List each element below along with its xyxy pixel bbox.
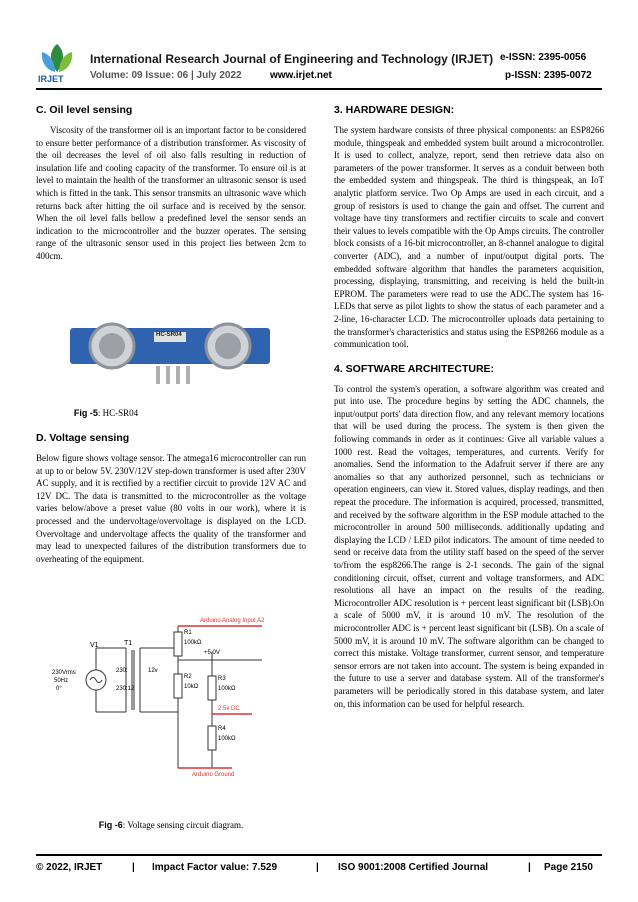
circuit-r3: R3: [218, 676, 226, 682]
volume-issue: Volume: 09 Issue: 06 | July 2022: [90, 70, 242, 81]
circuit-r1: R1: [184, 630, 192, 636]
circuit-t1: T1: [124, 640, 133, 647]
fig5-caption-text: : HC-SR04: [97, 408, 139, 418]
circuit-vcc: +5.0V: [204, 650, 220, 656]
section-heading-oil: C. Oil level sensing: [36, 104, 133, 116]
circuit-dc-label: 2.5v DC: [218, 706, 240, 712]
hc-sr04-image: [70, 318, 270, 386]
circuit-src1: 230Vrms: [52, 670, 76, 676]
footer-divider: [36, 854, 602, 856]
software-paragraph: To control the system's operation, a software algorithm was created and put into use. The procedure begins by setting the ADC channels, the input/output ports' data direction flow, and any relevant memory locations that will be used during the process. The system is then given the following commands in order as it continues: Give all variable values a 1000 rest. Read the voltages, temperatures, and currents. Verify for anomalies. Send the information to the Adafruit server if there are any anomalies so that any authorized personnel, such as technicians or operation engineers, can view it. Stored values, display readings, and then repeat the procedure. The information is acquired, processed, transmitted, and received by the software algorithm in the ESP module attached to the microcontroller in around 500 milliseconds. additionally updating and displaying the LCD / LED pilot indicators. The amount of time needed to send or receive data from the utility staff based on the speed of the server to/from the esp8266.The range is 2-1 seconds. The gain of the signal conditioning circuit, offset, current and voltage transformers, and ADC resolutions all have an impact on the results of the reading. Microcontroller ADC resolution is + percent least significant bit (LSB).On a scale of 5000 mV, it is around 10 mV. The resolution of the microcontroller ADC is + percent least significant bit (LSB). On a scale of 5000 mV, it is around 10 mV. The software algorithm can be changed to correct this mistake. Voltage transformer, current sensor, and temperature sensor errors are not taken into account. The system is being expanded in the future to use a server and database system. All of the transformer's parameters will be periodically stored in this database system, and later on, this information can be used for helpful research.: [334, 383, 604, 709]
left-column: [36, 104, 306, 263]
header-divider: [36, 88, 602, 90]
journal-logo: [36, 42, 78, 86]
fig6-caption: [36, 820, 306, 830]
footer-page-number: Page 2150: [544, 862, 593, 873]
journal-website[interactable]: www.irjet.net: [270, 70, 332, 81]
fig5-label: Fig -5: [73, 408, 98, 418]
circuit-r1-value: 100kΩ: [184, 640, 202, 646]
circuit-r2-value: 10kΩ: [184, 684, 199, 690]
circuit-secondary: 12v: [148, 668, 158, 674]
section-heading-voltage: D. Voltage sensing: [36, 432, 130, 444]
voltage-circuit-diagram: [52, 618, 292, 786]
circuit-ground-label: Arduino Ground: [192, 772, 235, 778]
circuit-ratio2: 230:12: [116, 686, 135, 692]
circuit-r4: R4: [218, 726, 226, 732]
circuit-r3-value: 100kΩ: [218, 686, 236, 692]
circuit-src2: 50Hz: [54, 678, 69, 684]
p-issn: p-ISSN: 2395-0072: [505, 70, 592, 81]
section-heading-software: 4. SOFTWARE ARCHITECTURE:: [334, 362, 495, 375]
footer-copyright: © 2022, IRJET: [36, 862, 103, 873]
circuit-ratio1: 230:: [116, 668, 128, 674]
circuit-schematic-icon: [52, 618, 292, 786]
circuit-a2-label: Arduino Analog Input A2: [200, 618, 265, 624]
fig6-label: Fig -6: [98, 820, 123, 830]
journal-title: International Research Journal of Engineering and Technology (IRJET): [90, 52, 494, 66]
left-column-lower: [36, 432, 306, 565]
e-issn: e-ISSN: 2395-0056: [500, 52, 587, 63]
footer-impact-factor: Impact Factor value: 7.529: [152, 862, 278, 873]
sensor-label: HC-SR04: [156, 332, 182, 338]
right-column: [334, 104, 604, 710]
voltage-paragraph: Below figure shows voltage sensor. The atmega16 microcontroller can run at up to or below 5V. 230V/12V step-down transformer is used after 230V AC supply, and it is rectified by a rectifier circuit to provide 12V AC and 12V DC. The data is transmitted to the microcontroller as the voltage varies below/above a preset value (80 volts in our work), where it is processed and the undervoltage/overvoltage is displayed on the LCD. Overvoltage and undervoltage affects the quality of the transformer and may lead to unexpected failures of the distribution transformers due to overheating of the equipment.: [36, 453, 306, 564]
ultrasonic-sensor-icon: [70, 318, 270, 386]
fig6-caption-text: : Voltage sensing circuit diagram.: [122, 820, 244, 830]
hardware-paragraph: The system hardware consists of three physical components: an ESP8266 module, thingspeak and embedded system built around a microcontroller. It is used to collect, analyze, report, send then retrieve data also on parameters of the power transformer. It serves as a conduit between both the embedded system and thingspeak. The third is thingspeak, an IoT analytic platform service. Two Op Amps are used in each circuit, and a group of resistors is used to change the gain and offset. The current and voltage have tiny transformers and rectifier circuits to scale and convert their values to levels compatible with the Op Amps circuits. The controller block consists of a 16-bit microcontroller, an 8-channel analogue to digital converter (ADC), and a number of input/output digital ports. The embedded software algorithm that handles the parameters acquisition, processing, displaying, transmitting, and receiving is held the built-in EPROM. The parameters were read to use the ADC.The system has 16-LEDs that serve as pilot lights to show the status of each parameter and a 2-line, 16-character LCD. The microcontroller uploads data pertaining to the transformer's characteristics and status using the ESP8266 module as a communication tool.: [334, 125, 604, 350]
footer-iso: ISO 9001:2008 Certified Journal: [338, 862, 489, 873]
circuit-v1: V1: [90, 642, 99, 649]
footer-separator-1: |: [132, 862, 135, 873]
footer-separator-3: |: [528, 862, 531, 873]
circuit-r2: R2: [184, 674, 192, 680]
circuit-r4-value: 100kΩ: [218, 736, 236, 742]
section-heading-hardware: 3. HARDWARE DESIGN:: [334, 104, 455, 116]
circuit-src3: 0°: [56, 686, 62, 692]
oil-paragraph: Viscosity of the transformer oil is an important factor to be considered to ensure better performance of a distribution transformer. As viscosity of the oil decreases the level of oil also falls resulting in reduction of insulation life and cooling capacity of the transformer. To ensure oil is at level to maintain the health of the transformer an ultrasonic sensor is used which is fitted in the tank. This sensor transmits an ultrasonic wave which returns back after hitting the oil surface and is received by the sensor. When the oil level falls bellow a predefined level the sensor sends an indication to the microcontroller and the buzzer operates. The sensing range of the ultrasonic sensor used in this project lies between 2cm to 400cm.: [36, 125, 306, 261]
logo-text: IRJET: [38, 74, 64, 84]
footer-separator-2: |: [316, 862, 319, 873]
fig5-caption: [36, 408, 176, 418]
